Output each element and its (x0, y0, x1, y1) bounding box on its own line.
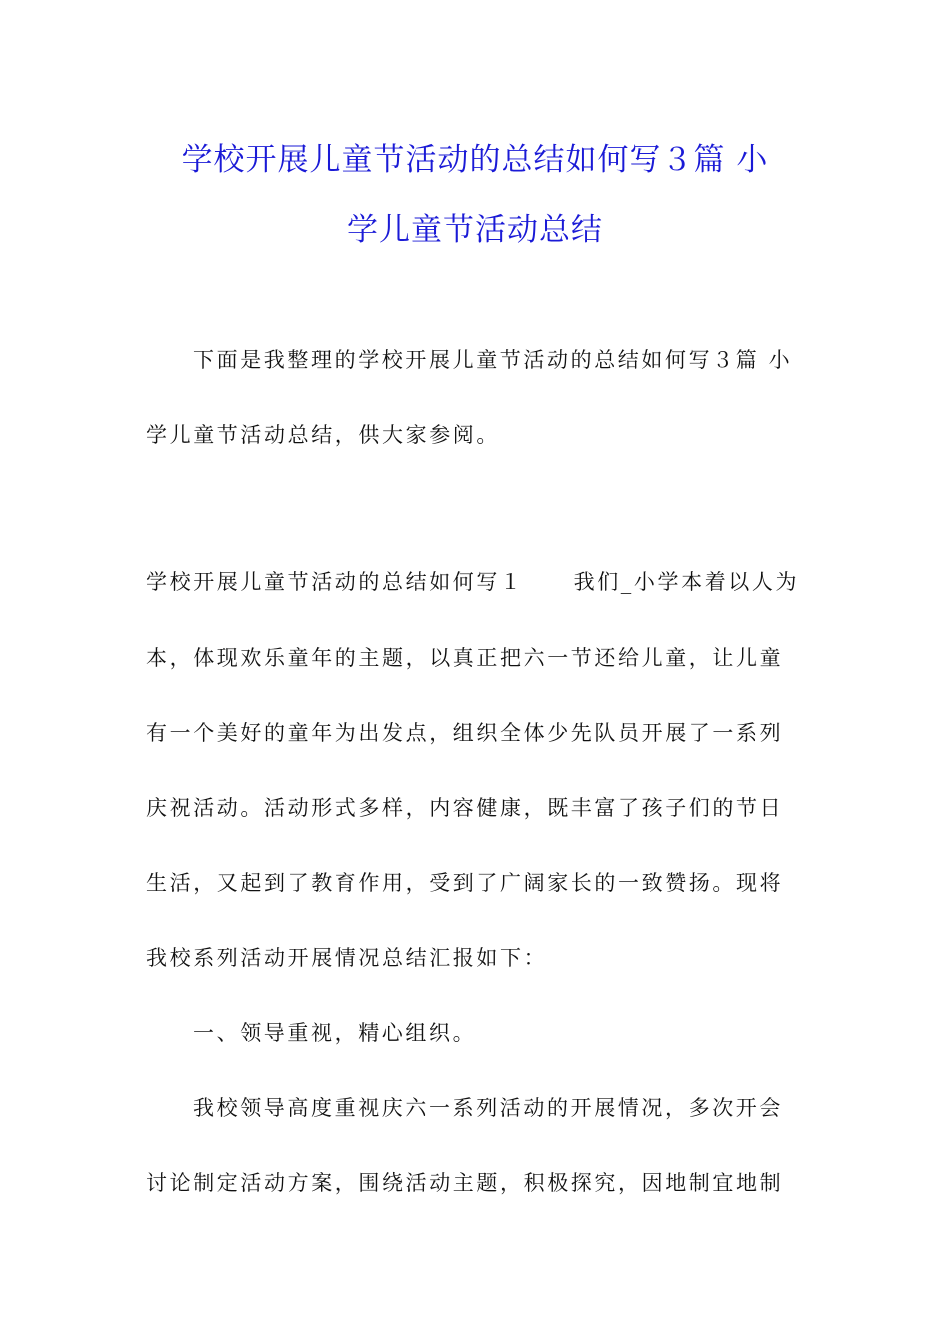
section-1-line-6: 我校系列活动开展情况总结汇报如下： (146, 946, 548, 970)
document-title-line-1: 学校开展儿童节活动的总结如何写３篇 小 (181, 142, 769, 178)
point-1-line-2: 讨论制定活动方案，围绕活动主题，积极探究，因地制宜地制 (146, 1171, 784, 1195)
point-1-line-1: 我校领导高度重视庆六一系列活动的开展情况，多次开会 (193, 1096, 783, 1120)
section-1-heading: 学校开展儿童节活动的总结如何写１ (146, 570, 524, 594)
intro-line-2: 学儿童节活动总结，供大家参阅。 (146, 423, 500, 447)
intro-line-1: 下面是我整理的学校开展儿童节活动的总结如何写３篇 小 (193, 348, 793, 372)
section-1-line-1-text: 我们_小学本着以人为 (573, 570, 800, 594)
section-1-line-5: 生活，又起到了教育作用，受到了广阔家长的一致赞扬。现将 (146, 871, 784, 895)
point-1-heading: 一、领导重视，精心组织。 (193, 1021, 477, 1045)
document-title-line-2: 学儿童节活动总结 (347, 212, 603, 248)
section-1-first-line (146, 567, 806, 597)
section-1-line-2: 本，体现欢乐童年的主题，以真正把六一节还给儿童，让儿童 (146, 646, 784, 670)
section-1-line-3: 有一个美好的童年为出发点，组织全体少先队员开展了一系列 (146, 721, 784, 745)
section-1-line-4: 庆祝活动。活动形式多样，内容健康，既丰富了孩子们的节日 (146, 796, 784, 820)
